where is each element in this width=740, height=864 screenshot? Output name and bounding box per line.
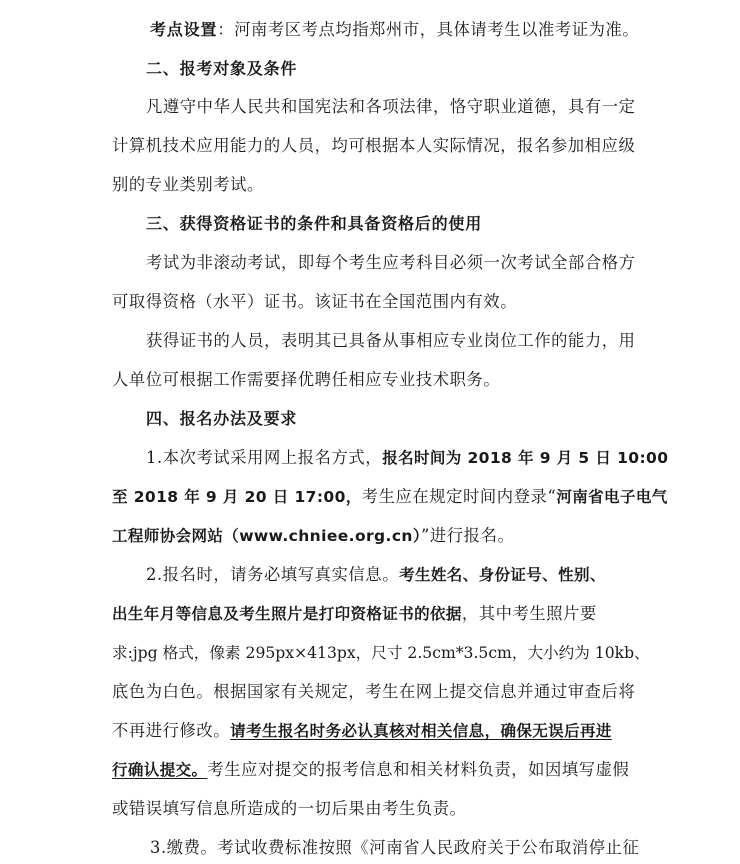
item2-line6-bold-underlined: 行确认提交。 (112, 761, 208, 779)
item1-line1-text: 1.本次考试采用网上报名方式， (146, 448, 383, 467)
item2-line5-text: 不再进行修改。 (112, 721, 231, 740)
item2-line-1 (146, 564, 606, 586)
section2-para-line-1: 凡遵守中华人民共和国宪法和各项法律，恪守职业道德，具有一定 (146, 97, 636, 116)
item2-line1-text: 2.报名时，请务必填写真实信息。 (146, 565, 400, 584)
item2-line-5 (112, 720, 612, 742)
item1-line3-text: ”进行报名。 (421, 526, 515, 545)
section3-heading: 三、获得资格证书的条件和具备资格后的使用 (146, 214, 483, 233)
item2-line6-text: 考生应对提交的报考信息和相关材料负责，如因填写虚假 (207, 760, 630, 779)
item1-line2-text: 考生应在规定时间内登录“ (361, 487, 557, 506)
item2-line1-bold: 考生姓名、身份证号、性别、 (399, 566, 606, 584)
section2-para-line-2: 计算机技术应用能力的人员，均可根据本人实际情况，报名参加相应级 (112, 136, 636, 155)
item1-line-3 (112, 525, 514, 547)
section2-para-line-3: 别的专业类别考试。 (112, 175, 264, 194)
section3-para2-line-1: 获得证书的人员，表明其已具备从事相应专业岗位工作的能力，用 (146, 331, 636, 350)
section3-para1-line-2: 可取得资格（水平）证书。该证书在全国范围内有效。 (112, 292, 518, 311)
item1-line2-bold-org: 河南省电子电气 (556, 488, 668, 506)
section2-heading: 二、报考对象及条件 (146, 59, 298, 78)
item2-line2-bold: 出生年月等信息及考生照片是打印资格证书的依据 (112, 605, 462, 623)
item2-line-3: 求:jpg 格式，像素 295px×413px，尺寸 2.5cm*3.5cm，大小约为 10kb、 (112, 644, 650, 662)
item1-line1-bold: 报名时间为 2018 年 9 月 5 日 10:00 (382, 449, 669, 467)
item1-line-1 (146, 447, 668, 469)
item3-line-partial: 3.缴费。考试收费标准按照《河南省人民政府关于公布取消停止征 (150, 838, 640, 857)
item2-line-2 (112, 603, 597, 625)
item2-line5-bold-underlined: 请考生报名时务必认真核对相关信息，确保无误后再进 (230, 722, 612, 740)
item2-line2-text: ，其中考生照片要 (461, 604, 597, 623)
item1-line2-bold: 至 2018 年 9 月 20 日 17:00， (112, 488, 362, 506)
section3-para1-line-1: 考试为非滚动考试，即每个考生应考科目必须一次考试全部合格方 (146, 253, 636, 272)
item2-line-4: 底色为白色。根据国家有关规定，考生在网上提交信息并通过审查后将 (112, 682, 636, 701)
exam-location-line (150, 19, 639, 41)
item1-line3-bold: 工程师协会网站（www.chniee.org.cn） (112, 527, 421, 545)
item2-line-7: 或错误填写信息所造成的一切后果由考生负责。 (112, 799, 467, 818)
item1-line-2 (112, 486, 668, 508)
section4-heading: 四、报名办法及要求 (146, 409, 298, 428)
item2-line-6 (112, 759, 629, 781)
exam-location-label: 考点设置 (150, 20, 218, 39)
section3-para2-line-2: 人单位可根据工作需要择优聘任相应专业技术职务。 (112, 370, 501, 389)
exam-location-text: ：河南考区考点均指郑州市，具体请考生以准考证为准。 (217, 20, 640, 39)
